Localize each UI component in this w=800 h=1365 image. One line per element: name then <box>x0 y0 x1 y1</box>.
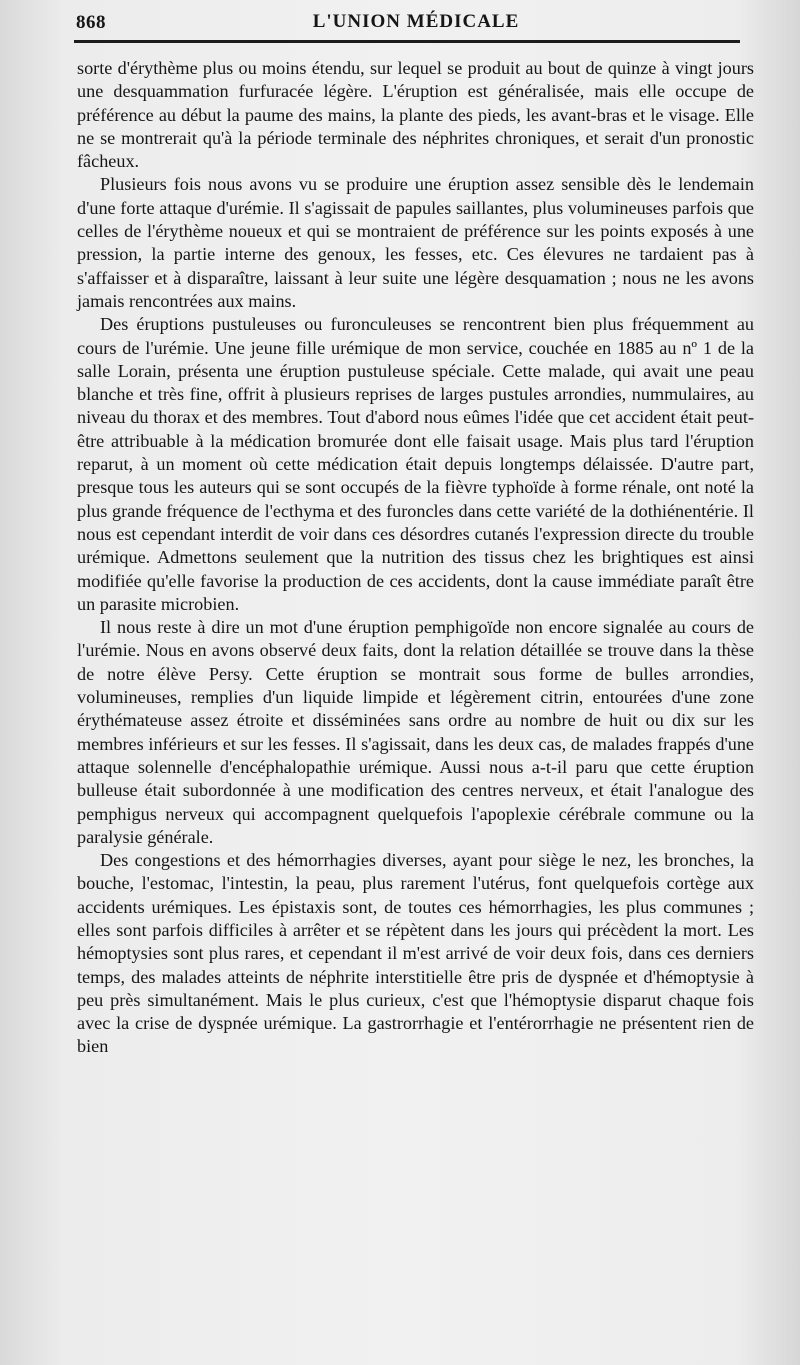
running-title: L'UNION MÉDICALE <box>312 11 520 32</box>
body-text <box>77 57 754 1059</box>
paragraph-3: Des éruptions pustuleuses ou furonculeuses se rencontrent bien plus fréquemment au cours de l'urémie. Une jeune fille urémique de mon service, couchée en 1885 au nº 1 de la salle Lorain, présenta une éruption pustuleuse spéciale. Cette malade, qui avait une peau blanche et très fine, offrit à plusieurs reprises de larges pustules arrondies, nummulaires, au niveau du thorax et des membres. Tout d'abord nous eûmes l'idée que cet accident était peut-être attribuable à la médication bromurée dont elle faisait usage. Mais plus tard l'éruption reparut, à un moment où cette médication était depuis longtemps délaissée. D'autre part, presque tous les auteurs qui se sont occupés de la fièvre typhoïde à forme rénale, ont noté la plus grande fréquence de l'ecthyma et des furoncles dans cette variété de la dothiénentérie. Il nous est cependant interdit de voir dans ces désordres cutanés l'expression directe du trouble urémique. Admettons seulement que la nutrition des tissus chez les brightiques est ainsi modifiée qu'elle favorise la production de ces accidents, dont la cause immédiate paraît être un parasite microbien. <box>77 314 754 614</box>
header-rule <box>74 40 740 43</box>
paragraph-2: Plusieurs fois nous avons vu se produire une éruption assez sensible dès le lendemain d'une forte attaque d'urémie. Il s'agissait de papules saillantes, plus volumineuses parfois que celles de l'érythème noueux et qui se montraient de préférence sur les points exposés à une pression, la partie interne des genoux, les fesses, etc. Ces élevures ne tardaient pas à s'affaisser et à disparaître, laissant à leur suite une légère desquamation ; nous ne les avons jamais rencontrées aux mains. <box>77 174 754 311</box>
page-number: 868 <box>76 12 106 33</box>
paragraph-4: Il nous reste à dire un mot d'une éruption pemphigoïde non encore signalée au cours de l'urémie. Nous en avons observé deux faits, dont la relation détaillée se trouve dans la thèse de notre élève Persy. Cette éruption se montrait sous forme de bulles arrondies, volumineuses, remplies d'un liquide limpide et légèrement citrin, entourées d'une zone érythémateuse assez étroite et disséminées sans ordre au nombre de huit ou dix sur les membres inférieurs et sur les fesses. Il s'agissait, dans les deux cas, de malades frappés d'une attaque solennelle d'encéphalopathie urémique. Aussi nous a-t-il paru que cette éruption bulleuse était subordonnée à une modification des centres nerveux, et était l'analogue des pemphigus nerveux qui accompagnent quelquefois l'apoplexie cérébrale commune ou la paralysie générale. <box>77 617 754 847</box>
page-header <box>76 6 756 36</box>
paragraph-1: sorte d'érythème plus ou moins étendu, sur lequel se produit au bout de quinze à vingt jours une desquammation furfuracée légère. L'éruption est généralisée, mais elle occupe de préférence au début la paume des mains, la plante des pieds, les avant-bras et le visage. Elle ne se montrerait qu'à la période terminale des néphrites chroniques, et serait d'un pronostic fâcheux. <box>77 58 754 172</box>
paragraph-5: Des congestions et des hémorrhagies diverses, ayant pour siège le nez, les bronches, la bouche, l'estomac, l'intestin, la peau, plus rarement l'utérus, font quelquefois cortège aux accidents urémiques. Les épistaxis sont, de toutes ces hémorrhagies, les plus communes ; elles sont parfois difficiles à arrêter et se répètent dans les jours qui précèdent la mort. Les hémoptysies sont plus rares, et cependant il m'est arrivé de voir deux fois, dans ces derniers temps, des malades atteints de néphrite interstitielle être pris de dyspnée et d'hémoptysie à peu près simultanément. Mais le plus curieux, c'est que l'hémoptysie disparut chaque fois avec la crise de dyspnée urémique. La gastrorrhagie et l'entérorrhagie ne présentent rien de bien <box>77 850 754 1057</box>
